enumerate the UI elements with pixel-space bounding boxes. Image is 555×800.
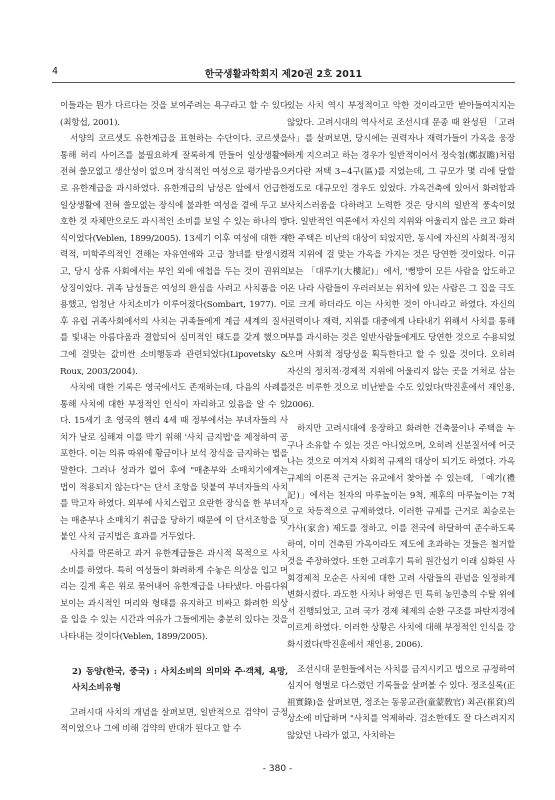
paragraph: 고려시대 사치의 개념을 살펴보면, 일반적으로 검약이 긍정적이었으나 그에 비해 검약의 반대가 된다고 할 수	[60, 707, 288, 735]
left-column	[60, 98, 288, 738]
running-header	[52, 62, 515, 83]
journal-title: 한국생활과학회지 제20권 2호 2011	[204, 69, 363, 80]
paragraph: 하지만 고려시대에 웅장하고 화려한 건축물이나 주택을 누구나 소유할 수 있는 것은 아니었으며, 오히려 신분질서에 어긋나는 것으로 여겨져 사회적 규제의 대상이 되기도 하였다. 가옥 규제의 이론적 근거는 유교에서 찾아볼 수 있는데, 「예기(禮記)」에서는 천자의 마루높이는 9척, 제후의 마루높이는 7척으로 차등적으로 규제하였다. 이러한 규제를 근거로 최승로는 가사(家舍) 제도를 정하고, 이를 전국에 하달하여 준수하도록 하여, 이미 건축된 가옥이라도 제도에 초과하는 것들은 철거할 것을 주장하였다. 또한 고려후기 특히 원간섭기 이래 심화된 사회경제적 모순은 사치에 대한 고려 사람들의 관념을 일정하게 변화시켰다. 과도한 사치나 허영은 민 특히 농민층의 수탈 위에서 진행되었고, 고려 국가 경제 체제의 순환 구조를 파탄지경에 이르게 하였다. 이러한 상황은 사치에 대해 부정적인 인식을 강화시켰다(박진훈에서 재인용, 2006).	[287, 424, 515, 650]
paragraph: 있는 사치 역시 부정적이고 악한 것이라고만 받아들여지지는 않았다. 고려시대의 역사서로 조선시대 문종 때 완성된 「고려사」를 살펴보면, 당시에는 권력자나 재력가들이 가옥을 웅장하게 지으려고 하는 경우가 일반적이어서 정숙첨(鄭叔瞻)처럼 커다란 저택 3~4구(區)를 지었는데, 그 규모가 몇 리에 달할 정도로 대규모인 경우도 있었다. 가옥건축에 있어서 화려함과 사치스러움을 다하려고 노력한 것은 당시의 일반적 풍속이었다. 일반적인 여론에서 자신의 지위와 어울리지 않은 크고 화려한 주택은 비난의 대상이 되었지만, 동시에 자신의 사회적·정치적 지위에 걸 맞는 가옥을 가지는 것은 당연한 것이었다. 이규보는 「대루기(大樓記)」에서, '뻥방이 모든 사람을 압도하고 온 나라 사람들이 우러러보는 위치에 있는 사람은 그 집을 극도로 크게 하더라도 이는 사치한 것이 아니라고 하였다. 자신의 권력이나 재력, 지위를 대중에게 나타내기 위해서 사치를 통해 부를 과시하는 것은 일반사람들에게도 당연한 것으로 수용되었으며 사회적 정당성을 획득한다고 할 수 있을 것이다. 오히려 자신의 정치적·경제적 지위에 어울리지 않는 곳을 거처로 삼는 것은 비루한 것으로 비난받을 수도 있었다(박진훈에서 재인용, 2006).	[287, 101, 515, 410]
paragraph: 조선시대 문헌들에서는 사치를 금지시키고 법으로 규정하여 심지어 형벌로 다스렸던 기록들을 살펴볼 수 있다. 정조실록(正祖實錄)을 살펴보면, 정조는 동몽교관(童蒙敎官) 최곤(崔袞)의 상소에 비답하며 "사치를 억제하라. 검소한데도 잘 다스려지지 않았던 나라가 없고, 사치하는	[287, 664, 515, 741]
section-heading: 2) 동양(한국, 중국) : 사치소비의 의미와 주·객체, 욕망, 사치소비유형	[72, 666, 288, 694]
paragraph: 사치를 막론하고 과거 유한계급들은 과시적 목적으로 사치소비를 하였다. 특히 여성들이 화려하게 수놓은 의상을 입고 머리는 길게 혹은 위로 묶어내어 유한계급을 나타냈다. 아름다워 보이는 과시적인 머리와 형태를 유지하고 비싸고 화려한 의상을 입을 수 있는 시간과 여유가 그들에게는 충분히 있다는 것을 나타내는 것이다(Veblen, 1899/2005).	[60, 549, 288, 642]
paragraph: 사치에 대한 기록은 영국에서도 존재하는데, 다음의 사례를 통해 사치에 대한 부정적인 인식이 자리하고 있음을 알 수 있다. 15세기 초 영국의 헨리 4세 때 정부에서는 부녀자들의 사치가 날로 심해져 이를 막기 위해 '사치 금지법'을 제정하여 공포한다. 이는 의류 따위에 황금이나 보석 장식을 금지하는 법을 말한다. 그러나 성과가 없어 후에 "매춘부와 소매치기에게는 법이 적용되지 않는다"는 단서 조항을 덧붙여 부녀자들의 사치를 막고자 하였다. 외부에 사치스럽고 요란한 장식을 한 부녀자는 매춘부나 소매치기 취급을 당하기 때문에 이 단서조항을 덧붙인 사치 금지법은 효과를 거두었다.	[60, 383, 288, 543]
paragraph: 서양의 코르셋도 유한계급을 표현하는 수단이다. 코르셋을 통해 허리 사이즈를 불필요하게 잘록하게 만들어 일상생활에 전혀 쓸모없고 생산성이 없으며 장식적인 여성으로 평가받음으로 유한계급을 과시하였다. 유한계급의 남성은 앞에서 언급한 일상생활에 전혀 쓸모없는 장식에 불과한 여성을 곁에 두고 보호한 것 자체만으로도 과시적인 소비를 보일 수 있는 하나의 방식이었다(Veblen, 1899/2005). 13세기 이후 여성에 대한 재력적, 미학주의적인 견해는 자유연애와 고급 창녀를 탄생시켰고, 당시 상류 사회에서는 부인 외에 애첩을 두는 것이 권위의 상징이었다. 귀족 남성들은 여성의 환심을 사려고 사치품을 이용했고, 엄청난 사치소비가 이루어졌다(Sombart, 1977). 이후 유럽 귀족사회에서의 사치는 귀족들에게 계급 세계의 질서를 빛내는 아름다움과 결합되어 심미적인 태도를 갖게 했으며 그에 걸맞는 값비싼 소비행동과 관련되었다(Lipovetsky & Roux, 2003/2004).	[60, 134, 288, 377]
paragraph: 이들과는 뭔가 다르다는 것을 보여주려는 욕구라고 할 수 있다(최항섭, 2001).	[60, 101, 288, 128]
page-number: 4	[52, 66, 59, 77]
page-footer: - 380 -	[262, 764, 293, 774]
right-column	[287, 98, 515, 745]
